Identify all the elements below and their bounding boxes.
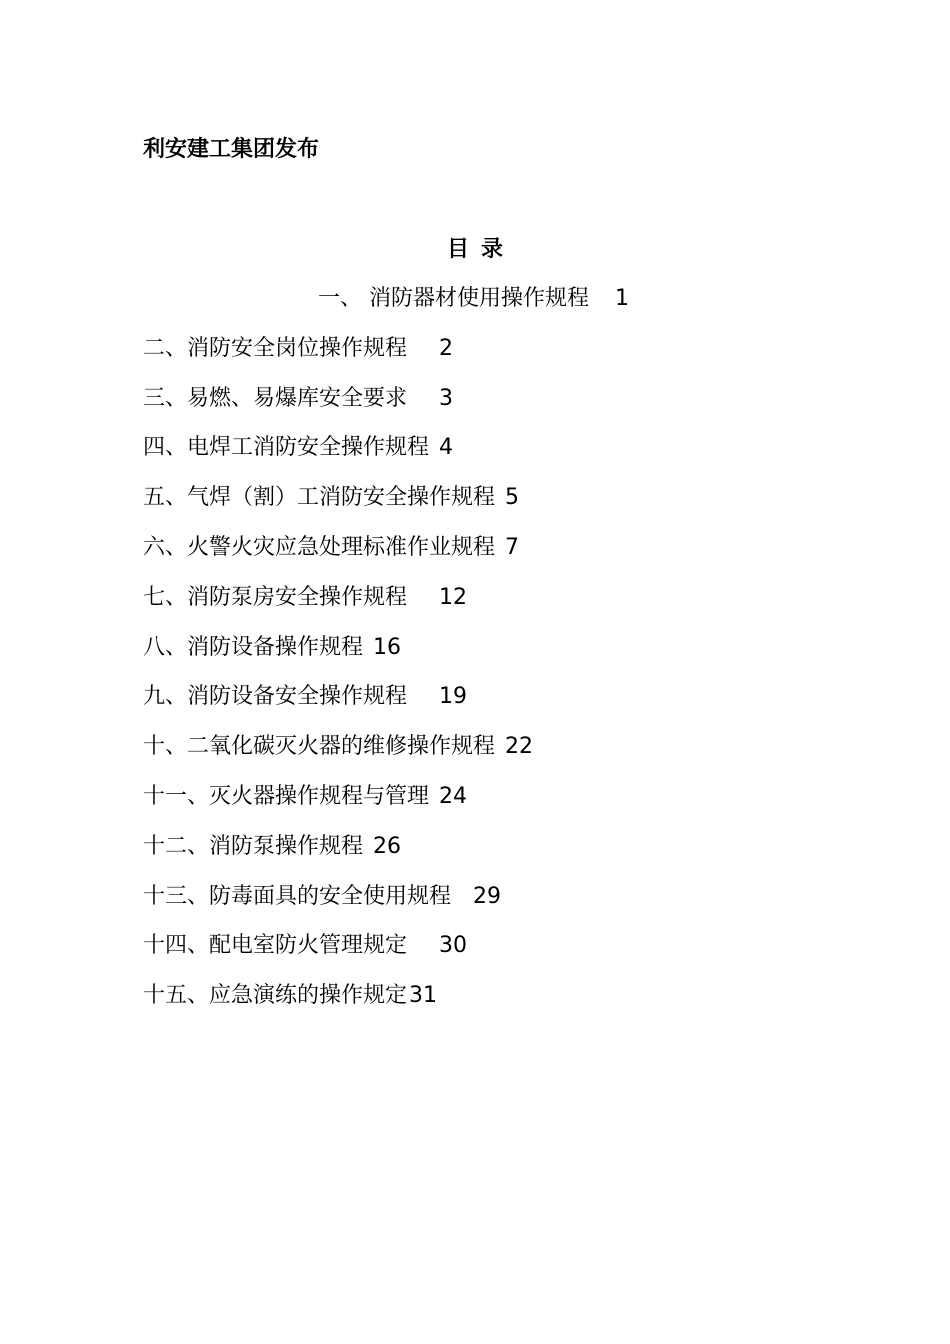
toc-entry-title: 一、 消防器材使用操作规程 xyxy=(318,286,589,311)
toc-entry xyxy=(0,584,950,634)
toc-entry-title: 四、电焊工消防安全操作规程 xyxy=(143,435,430,461)
toc-entry-title: 八、消防设备操作规程 xyxy=(143,634,364,660)
toc-entry xyxy=(0,982,950,1032)
toc-entry-title: 十二、消防泵操作规程 xyxy=(143,833,364,859)
toc-entry-page: 1 xyxy=(615,286,629,311)
table-of-contents xyxy=(0,285,950,1032)
toc-entry-page: 26 xyxy=(373,833,402,859)
toc-entry-title: 九、消防设备安全操作规程 xyxy=(143,684,408,710)
toc-entry xyxy=(0,733,950,783)
toc-entry-title: 十三、防毒面具的安全使用规程 xyxy=(143,883,452,909)
toc-entry-page: 2 xyxy=(439,335,454,361)
toc-entry-title: 二、消防安全岗位操作规程 xyxy=(143,335,408,361)
toc-entry-page: 4 xyxy=(439,435,454,461)
toc-entry xyxy=(0,932,950,982)
toc-entry-page: 31 xyxy=(409,983,438,1009)
toc-entry xyxy=(0,833,950,883)
toc-entry-page: 29 xyxy=(473,883,502,909)
toc-entry-page: 22 xyxy=(505,734,534,760)
toc-entry-title: 三、易燃、易爆库安全要求 xyxy=(143,385,408,411)
toc-entry xyxy=(0,883,950,933)
toc-entry xyxy=(0,285,950,335)
toc-entry-title: 十、二氧化碳灭火器的维修操作规程 xyxy=(143,734,496,760)
toc-entry-title: 十五、应急演练的操作规定 xyxy=(143,983,408,1009)
toc-entry xyxy=(0,683,950,733)
toc-entry-page: 12 xyxy=(439,584,468,610)
toc-entry-page: 5 xyxy=(505,485,520,511)
toc-title: 目录 xyxy=(446,237,515,262)
toc-entry-page: 30 xyxy=(439,933,468,959)
toc-entry-page: 19 xyxy=(439,684,468,710)
toc-entry xyxy=(0,783,950,833)
toc-entry xyxy=(0,484,950,534)
toc-entry-title: 十一、灭火器操作规程与管理 xyxy=(143,783,430,809)
toc-entry xyxy=(0,534,950,584)
toc-entry-page: 3 xyxy=(439,385,454,411)
toc-entry-title: 六、火警火灾应急处理标准作业规程 xyxy=(143,534,496,560)
publisher-line: 利安建工集团发布 xyxy=(143,137,320,162)
toc-entry-title: 五、气焊（割）工消防安全操作规程 xyxy=(143,485,496,511)
toc-entry-title: 十四、配电室防火管理规定 xyxy=(143,933,408,959)
toc-entry-page: 7 xyxy=(505,534,520,560)
toc-entry-title: 七、消防泵房安全操作规程 xyxy=(143,584,408,610)
toc-entry xyxy=(0,335,950,385)
toc-entry-page: 24 xyxy=(439,783,468,809)
toc-entry xyxy=(0,634,950,684)
toc-entry xyxy=(0,385,950,435)
toc-entry-page: 16 xyxy=(373,634,402,660)
toc-entry xyxy=(0,434,950,484)
